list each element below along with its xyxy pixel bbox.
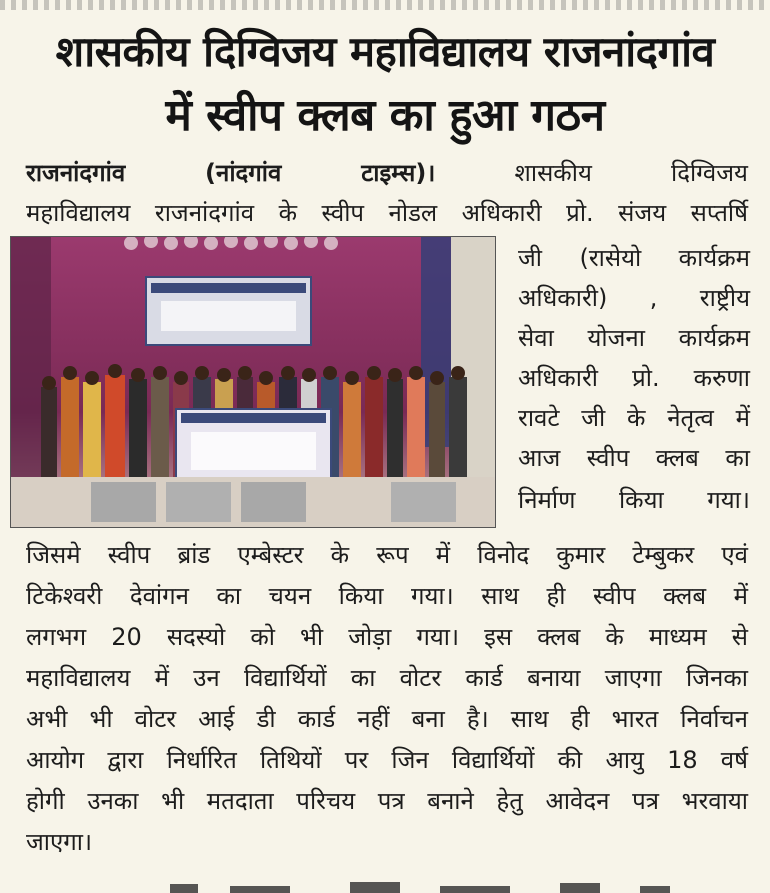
body-line-11: टिकेश्वरी देवांगन का चयन किया गया। साथ ही स्वीप क्लब में — [26, 582, 748, 610]
headline-line-1: शासकीय दिग्विजय महाविद्यालय राजनांदगांव — [55, 27, 715, 76]
body-line-12: लगभग 20 सदस्यो को भी जोड़ा गया। इस क्लब के माध्यम से — [26, 623, 748, 651]
body-line-9: निर्माण किया गया। — [518, 486, 750, 514]
body-line-10: जिसमे स्वीप ब्रांड एम्बेस्टर के रूप में विनोद कुमार टेम्बुकर एवं — [26, 541, 748, 569]
body-line-17: जाएगा। — [26, 828, 93, 856]
body-line-8: आज स्वीप क्लब का — [518, 444, 750, 472]
body-line-5: सेवा योजना कार्यक्रम — [518, 324, 750, 352]
body-line-7: रावटे जी के नेतृत्व में — [518, 404, 750, 432]
body-line-14: अभी भी वोटर आई डी कार्ड नहीं बना है। साथ ही भारत निर्वाचन — [26, 705, 748, 733]
body-line-2: महाविद्यालय राजनांदगांव के स्वीप नोडल अधिकारी प्रो. संजय सप्तर्षि — [26, 199, 748, 227]
body-line-4: अधिकारी) , राष्ट्रीय — [518, 284, 750, 312]
body-line-6: अधिकारी प्रो. करुणा — [518, 364, 750, 392]
body-line-3: जी (रासेयो कार्यक्रम — [518, 244, 750, 272]
next-article-edge — [0, 870, 770, 893]
event-photo — [10, 236, 496, 528]
dateline: राजनांदगांव (नांदगांव टाइम्स)। — [26, 159, 436, 187]
headline-line-2: में स्वीप क्लब का हुआ गठन — [165, 90, 605, 141]
body-line-15: आयोग द्वारा निर्धारित तिथियों पर जिन विद्यार्थियों की आयु 18 वर्ष — [26, 746, 748, 774]
previous-article-edge — [0, 0, 770, 10]
body-line-13: महाविद्यालय में उन विद्यार्थियों का वोटर कार्ड बनाया जाएगा जिनका — [26, 664, 748, 692]
body-text: शासकीय दिग्विजय — [514, 159, 748, 187]
body-line-16: होगी उनका भी मतदाता परिचय पत्र बनाने हेतु आवेदन पत्र भरवाया — [26, 787, 748, 815]
body-line-1 — [26, 155, 748, 191]
